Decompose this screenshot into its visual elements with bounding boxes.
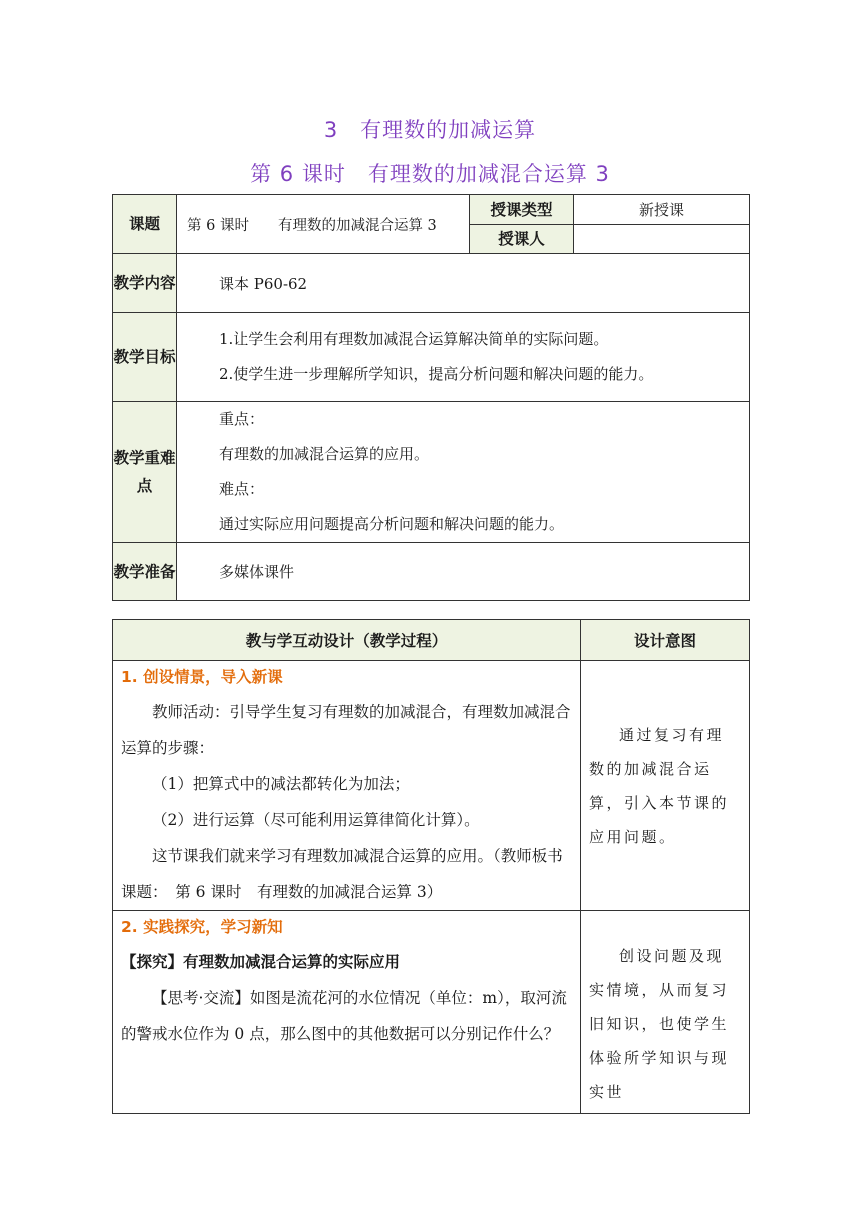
design-intent: 创设问题及现实情境，从而复习旧知识，也使学生体验所学知识与现实世 bbox=[589, 947, 730, 1101]
content-label: 教学内容 bbox=[113, 254, 177, 313]
goal-item: 2.使学生进一步理解所学知识，提高分析问题和解决问题的能力。 bbox=[219, 365, 654, 383]
type-label: 授课类型 bbox=[470, 195, 574, 225]
key-line: 通过实际应用问题提高分析问题和解决问题的能力。 bbox=[219, 515, 565, 533]
goal-item: 1.让学生会利用有理数加减混合运算解决简单的实际问题。 bbox=[219, 330, 609, 348]
teacher-value bbox=[574, 225, 750, 254]
section-paragraph: 教师活动：引导学生复习有理数的加减混合，有理数加减混合运算的步骤： bbox=[121, 703, 571, 757]
process-header: 教与学互动设计（教学过程） bbox=[113, 620, 581, 661]
process-table bbox=[112, 619, 750, 1114]
key-cell bbox=[177, 402, 750, 543]
intent-header: 设计意图 bbox=[581, 620, 750, 661]
key-line: 有理数的加减混合运算的应用。 bbox=[219, 445, 430, 463]
lesson-info-table bbox=[112, 194, 750, 601]
goals-cell bbox=[177, 313, 750, 402]
section-paragraph: 这节课我们就来学习有理数加减混合运算的应用。（教师板书课题： 第 6 课时 有理数的加减混合运算 3） bbox=[121, 847, 563, 901]
section-2-cell bbox=[113, 911, 581, 1114]
prep-label: 教学准备 bbox=[113, 543, 177, 601]
teacher-label: 授课人 bbox=[470, 225, 574, 254]
key-line: 难点： bbox=[219, 480, 265, 498]
section-1-intent-cell bbox=[581, 661, 750, 911]
lesson-title: 第 6 课时 有理数的加减混合运算 3 bbox=[250, 162, 610, 186]
section-2-intent-cell bbox=[581, 911, 750, 1114]
content-value: 课本 P60-62 bbox=[177, 254, 750, 313]
type-value: 新授课 bbox=[574, 195, 750, 225]
design-intent: 通过复习有理数的加减混合运算，引入本节课的应用问题。 bbox=[589, 725, 730, 846]
prep-value: 多媒体课件 bbox=[177, 543, 750, 601]
section-1-cell bbox=[113, 661, 581, 911]
section-title: 2. 实践探究，学习新知 bbox=[121, 918, 283, 936]
topic-value: 第 6 课时 有理数的加减混合运算 3 bbox=[177, 195, 470, 254]
key-label: 教学重难点 bbox=[113, 402, 177, 543]
section-title: 1. 创设情景，导入新课 bbox=[121, 668, 283, 686]
section-paragraph: （2）进行运算（尽可能利用运算律简化计算）。 bbox=[152, 811, 480, 829]
key-line: 重点： bbox=[219, 410, 265, 428]
section-paragraph: （1）把算式中的减法都转化为加法； bbox=[152, 775, 410, 793]
section-subtitle: 【探究】有理数加减混合运算的实际应用 bbox=[121, 953, 401, 971]
goal-label: 教学目标 bbox=[113, 313, 177, 402]
chapter-title: 3 有理数的加减运算 bbox=[323, 118, 537, 142]
section-paragraph: 【思考·交流】如图是流花河的水位情况（单位：m），取河流的警戒水位作为 0 点，那么图中的其他数据可以分别记作什么？ bbox=[121, 989, 567, 1043]
topic-label: 课题 bbox=[113, 195, 177, 254]
